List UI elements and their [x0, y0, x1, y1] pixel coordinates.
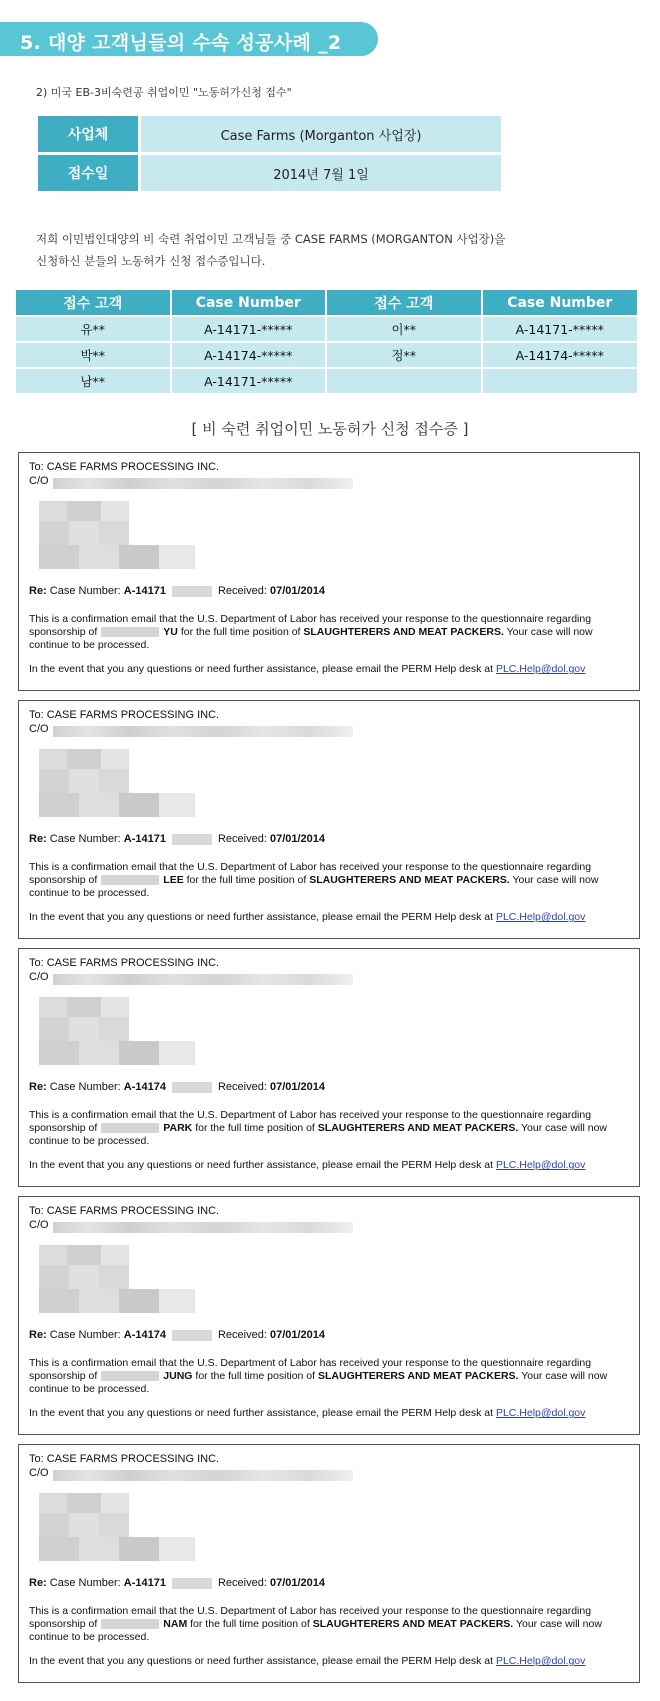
body-text: Your case will now continue to be processed. — [29, 874, 599, 899]
column-header: Case Number — [172, 290, 326, 315]
section-title: 5. 대양 고객님들의 수속 성공사례 _2 — [20, 32, 342, 54]
email-co: C/O — [29, 1219, 49, 1231]
case-number-label: Case Number: — [49, 585, 121, 597]
redacted-name — [101, 1123, 159, 1133]
redacted-address — [53, 1470, 353, 1481]
email-subject-line — [29, 1081, 325, 1093]
help-desk-email-link[interactable]: PLC.Help@dol.gov — [495, 663, 586, 675]
received-label: Received: — [217, 1081, 267, 1093]
help-desk-email-link[interactable]: PLC.Help@dol.gov — [495, 1159, 586, 1171]
re-label: Re: — [29, 1577, 47, 1589]
redacted-address-block — [39, 1493, 199, 1563]
info-table — [38, 116, 501, 194]
redacted-name — [101, 1371, 159, 1381]
redacted-address-block — [39, 501, 199, 571]
applicant-surname: PARK — [163, 1122, 193, 1134]
received-label: Received: — [217, 1577, 267, 1589]
table-cell: 이** — [327, 317, 481, 341]
email-body — [29, 1605, 629, 1644]
confirmation-email — [18, 452, 640, 691]
position-title: SLAUGHTERERS AND MEAT PACKERS. — [317, 1122, 519, 1134]
email-to: To: CASE FARMS PROCESSING INC. — [29, 1453, 220, 1465]
body-text: for the full time position of — [180, 626, 301, 638]
table-cell — [483, 369, 638, 393]
redacted-case-digits — [172, 586, 212, 597]
email-co: C/O — [29, 475, 49, 487]
case-number-label: Case Number: — [49, 1081, 121, 1093]
table-row — [16, 369, 639, 393]
footer-text: In the event that you any questions or need further assistance, please email the PERM Help desk at — [29, 1159, 494, 1171]
position-title: SLAUGHTERERS AND MEAT PACKERS. — [312, 1618, 514, 1630]
body-text: This is a confirmation email that the U.S. Department of Labor has received your response to the questionnaire regarding sponsorship of — [29, 613, 592, 638]
table-cell: A-14174-***** — [483, 343, 638, 367]
received-date: 07/01/2014 — [269, 1081, 326, 1093]
body-text: This is a confirmation email that the U.S. Department of Labor has received your response to the questionnaire regarding sponsorship of — [29, 1109, 592, 1134]
case-number: A-14171 — [123, 585, 166, 597]
email-co: C/O — [29, 1467, 49, 1479]
case-number-label: Case Number: — [49, 833, 121, 845]
email-to: To: CASE FARMS PROCESSING INC. — [29, 1205, 220, 1217]
info-label: 접수일 — [38, 155, 138, 191]
redacted-case-digits — [172, 1082, 212, 1093]
received-label: Received: — [217, 585, 267, 597]
redacted-address-block — [39, 1245, 199, 1315]
info-row-company — [38, 116, 501, 152]
table-cell: A-14174-***** — [172, 343, 326, 367]
receipt-caption: [ 비 숙련 취업이민 노동허가 신청 접수증 ] — [191, 420, 469, 438]
case-number: A-14174 — [123, 1329, 166, 1341]
redacted-address — [53, 478, 353, 489]
column-header: Case Number — [483, 290, 638, 315]
confirmation-email — [18, 948, 640, 1187]
column-header: 접수 고객 — [327, 290, 481, 315]
re-label: Re: — [29, 1329, 47, 1341]
email-to: To: CASE FARMS PROCESSING INC. — [29, 957, 220, 969]
table-cell: 유** — [16, 317, 170, 341]
case-number: A-14171 — [123, 833, 166, 845]
body-text: Your case will now continue to be processed. — [29, 1618, 602, 1643]
applicant-surname: JUNG — [163, 1370, 193, 1382]
received-date: 07/01/2014 — [269, 1329, 326, 1341]
info-value: 2014년 7월 1일 — [141, 155, 501, 191]
body-text: Your case will now continue to be processed. — [29, 1122, 607, 1147]
description — [36, 228, 505, 272]
table-cell: 박** — [16, 343, 170, 367]
column-header: 접수 고객 — [16, 290, 170, 315]
section-header-band — [0, 22, 378, 56]
received-date: 07/01/2014 — [269, 1577, 326, 1589]
info-value: Case Farms (Morganton 사업장) — [141, 116, 501, 152]
footer-text: In the event that you any questions or need further assistance, please email the PERM Help desk at — [29, 663, 494, 675]
applicant-surname: YU — [163, 626, 178, 638]
footer-text: In the event that you any questions or need further assistance, please email the PERM Help desk at — [29, 911, 494, 923]
body-text: This is a confirmation email that the U.S. Department of Labor has received your response to the questionnaire regarding sponsorship of — [29, 1357, 592, 1382]
description-line: 신청하신 분들의 노동허가 신청 접수증입니다. — [36, 254, 266, 268]
redacted-address-block — [39, 749, 199, 819]
table-cell: A-14171-***** — [172, 369, 326, 393]
email-body — [29, 613, 629, 652]
position-title: SLAUGHTERERS AND MEAT PACKERS. — [309, 874, 510, 886]
customer-table-header — [16, 290, 639, 315]
email-co: C/O — [29, 723, 49, 735]
received-label: Received: — [217, 1329, 267, 1341]
redacted-name — [101, 627, 159, 637]
table-row — [16, 317, 639, 341]
email-to: To: CASE FARMS PROCESSING INC. — [29, 461, 220, 473]
confirmation-email — [18, 1196, 640, 1435]
email-footer — [29, 1159, 585, 1171]
email-footer — [29, 1655, 585, 1667]
customer-table — [16, 290, 639, 393]
redacted-case-digits — [172, 1330, 212, 1341]
table-cell — [327, 369, 481, 393]
email-footer — [29, 911, 585, 923]
redacted-case-digits — [172, 1578, 212, 1589]
body-text: for the full time position of — [195, 1370, 316, 1382]
redacted-address — [53, 726, 353, 737]
description-line: 저희 이민법인대양의 비 숙련 취업이민 고객님들 중 CASE FARMS (MORGANTON 사업장)을 — [36, 232, 506, 246]
table-row — [16, 343, 639, 367]
re-label: Re: — [29, 585, 47, 597]
email-footer — [29, 663, 585, 675]
body-text: Your case will now continue to be processed. — [29, 1370, 608, 1395]
received-label: Received: — [217, 833, 267, 845]
case-number-label: Case Number: — [49, 1577, 121, 1589]
help-desk-email-link[interactable]: PLC.Help@dol.gov — [495, 1655, 586, 1667]
subtitle: 2) 미국 EB-3비숙련공 취업이민 "노동허가신청 접수" — [36, 86, 292, 99]
re-label: Re: — [29, 1081, 47, 1093]
body-text: for the full time position of — [195, 1122, 315, 1134]
help-desk-email-link[interactable]: PLC.Help@dol.gov — [495, 1407, 586, 1419]
email-to: To: CASE FARMS PROCESSING INC. — [29, 709, 220, 721]
received-date: 07/01/2014 — [269, 833, 326, 845]
table-cell: 정** — [327, 343, 481, 367]
case-number-label: Case Number: — [49, 1329, 121, 1341]
redacted-name — [101, 1619, 159, 1629]
case-number: A-14174 — [123, 1081, 166, 1093]
body-text: This is a confirmation email that the U.S. Department of Labor has received your response to the questionnaire regarding sponsorship of — [29, 861, 592, 886]
table-cell: A-14171-***** — [172, 317, 326, 341]
redacted-address — [53, 1222, 353, 1233]
email-body — [29, 1357, 629, 1396]
footer-text: In the event that you any questions or need further assistance, please email the PERM Help desk at — [29, 1407, 494, 1419]
email-body — [29, 861, 629, 900]
redacted-case-digits — [172, 834, 212, 845]
help-desk-email-link[interactable]: PLC.Help@dol.gov — [495, 911, 586, 923]
email-subject-line — [29, 1329, 325, 1341]
body-text: Your case will now continue to be processed. — [29, 626, 593, 651]
email-body — [29, 1109, 629, 1148]
body-text: This is a confirmation email that the U.S. Department of Labor has received your response to the questionnaire regarding sponsorship of — [29, 1605, 592, 1630]
case-number: A-14171 — [123, 1577, 166, 1589]
position-title: SLAUGHTERERS AND MEAT PACKERS. — [317, 1370, 519, 1382]
email-subject-line — [29, 585, 325, 597]
confirmation-email — [18, 1444, 640, 1683]
email-subject-line — [29, 833, 325, 845]
applicant-surname: NAM — [163, 1618, 188, 1630]
email-co: C/O — [29, 971, 49, 983]
redacted-name — [101, 875, 159, 885]
body-text: for the full time position of — [186, 874, 307, 886]
body-text: for the full time position of — [190, 1618, 310, 1630]
confirmation-email — [18, 700, 640, 939]
position-title: SLAUGHTERERS AND MEAT PACKERS. — [303, 626, 504, 638]
info-row-date — [38, 155, 501, 191]
table-cell: A-14171-***** — [483, 317, 638, 341]
applicant-surname: LEE — [163, 874, 184, 886]
info-label: 사업체 — [38, 116, 138, 152]
received-date: 07/01/2014 — [269, 585, 326, 597]
table-cell: 남** — [16, 369, 170, 393]
redacted-address — [53, 974, 353, 985]
email-subject-line — [29, 1577, 325, 1589]
email-footer — [29, 1407, 585, 1419]
redacted-address-block — [39, 997, 199, 1067]
footer-text: In the event that you any questions or need further assistance, please email the PERM Help desk at — [29, 1655, 494, 1667]
re-label: Re: — [29, 833, 47, 845]
